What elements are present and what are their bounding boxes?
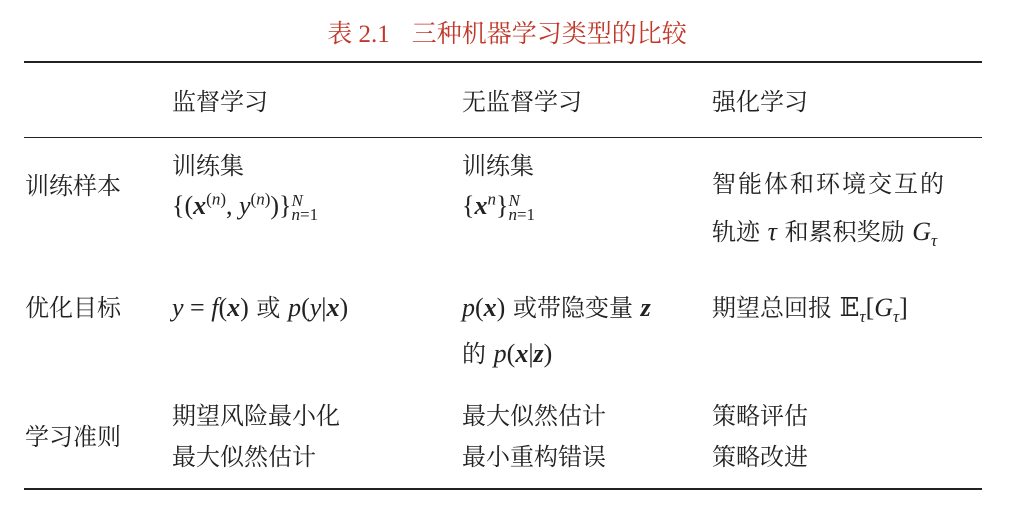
objective-unsupervised-line2: 的 p(x|z) bbox=[462, 339, 553, 368]
sample-rl-line1: 智能体和环境交互的 bbox=[712, 170, 946, 198]
criterion-supervised-1: 期望风险最小化 bbox=[172, 402, 340, 430]
sample-unsupervised-formula: $\{x^n\}$ N n=1 bbox=[462, 189, 536, 224]
sample-rl-line2: 轨迹 τ 和累积奖励 $G_\tau$ bbox=[712, 217, 938, 251]
row-label-objective: 优化目标 bbox=[25, 294, 121, 322]
objective-unsupervised-line1: p(x) 或带隐变量 z bbox=[462, 293, 651, 322]
criterion-supervised-2: 最大似然估计 bbox=[172, 443, 316, 471]
top-rule bbox=[24, 61, 982, 63]
bottom-rule bbox=[24, 488, 982, 490]
header-unsupervised: 无监督学习 bbox=[462, 88, 582, 116]
header-supervised: 监督学习 bbox=[172, 88, 268, 116]
criterion-rl-1: 策略评估 bbox=[712, 402, 808, 430]
row-label-sample: 训练样本 bbox=[25, 172, 121, 200]
criterion-unsupervised-1: 最大似然估计 bbox=[462, 402, 606, 430]
objective-rl: 期望总回报 $𝔼_\tau[G_\tau]$ bbox=[712, 293, 908, 327]
sample-supervised-text: 训练集 bbox=[172, 152, 244, 180]
objective-supervised: y = f(x) 或 p(y|x) bbox=[172, 293, 349, 322]
caption-title: 三种机器学习类型的比较 bbox=[411, 19, 687, 48]
row-label-criterion: 学习准则 bbox=[25, 423, 121, 451]
criterion-unsupervised-2: 最小重构错误 bbox=[462, 443, 606, 471]
header-rule bbox=[24, 137, 982, 138]
table-caption bbox=[0, 14, 1014, 50]
criterion-rl-2: 策略改进 bbox=[712, 443, 808, 471]
sample-unsupervised-text: 训练集 bbox=[462, 152, 534, 180]
sample-supervised-formula: {($x^{(n)}$, $y^{(n)}$)} N n=1 bbox=[172, 189, 319, 224]
header-reinforcement: 强化学习 bbox=[712, 88, 808, 116]
caption-number: 表 2.1 bbox=[327, 21, 390, 48]
